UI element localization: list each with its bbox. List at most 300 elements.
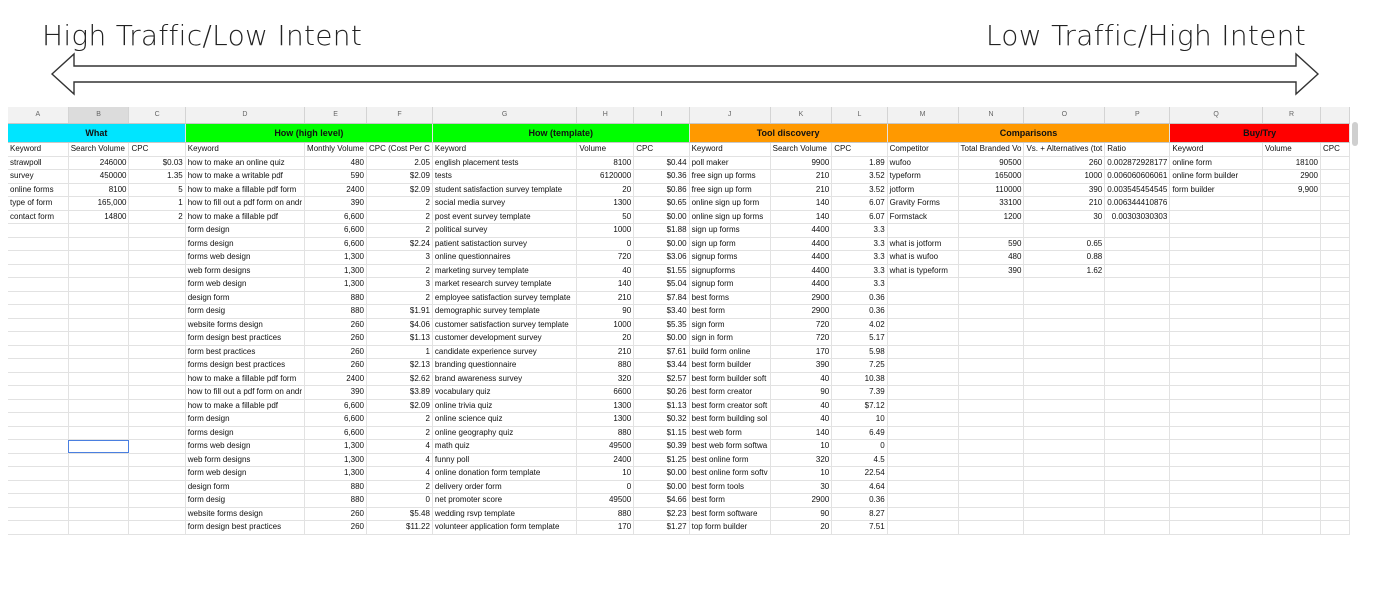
cell[interactable] [1105, 386, 1170, 400]
cell[interactable] [887, 318, 958, 332]
cell[interactable] [887, 386, 958, 400]
cell[interactable]: 90 [770, 386, 832, 400]
cell[interactable]: $2.24 [367, 237, 433, 251]
cell[interactable]: 480 [958, 251, 1024, 265]
cell[interactable]: english placement tests [432, 156, 576, 170]
cell[interactable]: $0.00 [634, 332, 689, 346]
cell[interactable] [1024, 224, 1105, 238]
cell[interactable]: $5.35 [634, 318, 689, 332]
cell[interactable]: 720 [577, 251, 634, 265]
cell[interactable] [958, 467, 1024, 481]
cell[interactable]: $2.62 [367, 372, 433, 386]
cell[interactable]: 7.25 [832, 359, 887, 373]
cell[interactable] [129, 521, 185, 535]
cell[interactable]: 1.35 [129, 170, 185, 184]
cell[interactable]: delivery order form [432, 480, 576, 494]
cell[interactable]: what is typeform [887, 264, 958, 278]
cell[interactable] [1320, 251, 1349, 265]
cell[interactable]: $0.00 [634, 480, 689, 494]
cell[interactable]: $0.00 [634, 467, 689, 481]
cell[interactable]: 6,600 [305, 237, 367, 251]
cell[interactable] [1024, 413, 1105, 427]
cell[interactable]: employee satisfaction survey template [432, 291, 576, 305]
cell[interactable] [1105, 305, 1170, 319]
cell[interactable]: 880 [305, 291, 367, 305]
cell[interactable] [129, 359, 185, 373]
cell[interactable] [129, 426, 185, 440]
cell[interactable]: $2.09 [367, 183, 433, 197]
cell[interactable] [1105, 332, 1170, 346]
cell[interactable] [129, 278, 185, 292]
cell[interactable]: 40 [770, 372, 832, 386]
cell[interactable]: brand awareness survey [432, 372, 576, 386]
cell[interactable]: form design best practices [185, 521, 304, 535]
column-header-g[interactable]: G [432, 107, 576, 124]
cell[interactable]: 90 [577, 305, 634, 319]
cell[interactable]: 140 [577, 278, 634, 292]
cell[interactable] [1262, 507, 1320, 521]
cell[interactable]: wedding rsvp template [432, 507, 576, 521]
field-header[interactable]: CPC [634, 143, 689, 157]
cell[interactable] [1262, 197, 1320, 211]
cell[interactable]: 390 [770, 359, 832, 373]
cell[interactable]: $1.13 [634, 399, 689, 413]
cell[interactable] [1170, 264, 1263, 278]
cell[interactable]: 140 [770, 426, 832, 440]
cell[interactable] [1320, 345, 1349, 359]
cell[interactable] [1170, 318, 1263, 332]
cell[interactable] [958, 224, 1024, 238]
cell[interactable] [1320, 399, 1349, 413]
cell[interactable]: 90 [770, 507, 832, 521]
column-header-a[interactable]: A [8, 107, 68, 124]
cell[interactable]: 4400 [770, 251, 832, 265]
cell[interactable] [958, 507, 1024, 521]
cell[interactable] [1262, 318, 1320, 332]
cell[interactable]: 2 [367, 480, 433, 494]
cell[interactable] [1105, 521, 1170, 535]
cell[interactable] [958, 386, 1024, 400]
cell[interactable] [129, 224, 185, 238]
cell[interactable] [8, 426, 68, 440]
cell[interactable] [1262, 251, 1320, 265]
cell[interactable]: 1,300 [305, 453, 367, 467]
cell[interactable]: survey [8, 170, 68, 184]
cell[interactable] [887, 480, 958, 494]
cell[interactable] [887, 413, 958, 427]
cell[interactable] [8, 251, 68, 265]
cell[interactable]: forms design [185, 426, 304, 440]
cell[interactable] [1105, 480, 1170, 494]
cell[interactable] [1262, 291, 1320, 305]
cell[interactable] [1170, 494, 1263, 508]
cell[interactable]: build form online [689, 345, 770, 359]
cell[interactable] [1262, 440, 1320, 454]
cell[interactable] [1320, 372, 1349, 386]
cell[interactable]: 3.3 [832, 237, 887, 251]
cell[interactable] [8, 345, 68, 359]
category-how-template[interactable]: How (template) [432, 124, 689, 143]
cell[interactable] [887, 467, 958, 481]
cell[interactable]: 880 [305, 305, 367, 319]
cell[interactable]: 210 [577, 345, 634, 359]
cell[interactable] [1105, 264, 1170, 278]
cell[interactable]: $2.57 [634, 372, 689, 386]
cell[interactable]: online trivia quiz [432, 399, 576, 413]
cell[interactable] [1170, 332, 1263, 346]
cell[interactable]: 320 [577, 372, 634, 386]
cell[interactable]: 140 [770, 210, 832, 224]
field-header[interactable]: Ratio [1105, 143, 1170, 157]
cell[interactable] [1024, 426, 1105, 440]
cell[interactable] [887, 440, 958, 454]
cell[interactable]: signup forms [689, 251, 770, 265]
cell[interactable] [1105, 507, 1170, 521]
cell[interactable]: 20 [770, 521, 832, 535]
cell[interactable]: 50 [577, 210, 634, 224]
cell[interactable] [887, 453, 958, 467]
column-header-c[interactable]: C [129, 107, 185, 124]
cell[interactable]: 2900 [770, 494, 832, 508]
cell[interactable]: 49500 [577, 494, 634, 508]
cell[interactable]: math quiz [432, 440, 576, 454]
cell[interactable]: 0.003545454545 [1105, 183, 1170, 197]
cell[interactable]: 1300 [577, 413, 634, 427]
cell[interactable]: 6.07 [832, 210, 887, 224]
cell[interactable]: 1300 [577, 197, 634, 211]
cell[interactable]: candidate experience survey [432, 345, 576, 359]
cell[interactable]: 3.3 [832, 251, 887, 265]
field-header[interactable]: Volume [577, 143, 634, 157]
cell[interactable]: market research survey template [432, 278, 576, 292]
cell[interactable] [68, 507, 129, 521]
cell[interactable] [68, 237, 129, 251]
cell[interactable]: 40 [577, 264, 634, 278]
cell[interactable]: sign in form [689, 332, 770, 346]
cell[interactable]: $2.23 [634, 507, 689, 521]
cell[interactable]: how to make a fillable pdf form [185, 372, 304, 386]
cell[interactable]: tests [432, 170, 576, 184]
cell[interactable] [68, 494, 129, 508]
cell[interactable]: top form builder [689, 521, 770, 535]
cell[interactable] [1105, 453, 1170, 467]
cell[interactable] [1320, 170, 1349, 184]
cell[interactable]: vocabulary quiz [432, 386, 576, 400]
cell[interactable] [1170, 467, 1263, 481]
cell[interactable] [1105, 494, 1170, 508]
cell[interactable] [1170, 278, 1263, 292]
cell[interactable] [1105, 399, 1170, 413]
cell[interactable] [887, 399, 958, 413]
cell[interactable] [1105, 237, 1170, 251]
cell[interactable]: $3.44 [634, 359, 689, 373]
cell[interactable] [68, 372, 129, 386]
category-how-high-level[interactable]: How (high level) [185, 124, 432, 143]
cell[interactable] [1170, 372, 1263, 386]
cell[interactable]: forms web design [185, 440, 304, 454]
cell[interactable] [8, 224, 68, 238]
cell[interactable]: 210 [770, 170, 832, 184]
cell[interactable]: form web design [185, 467, 304, 481]
field-header[interactable]: Monthly Volume [305, 143, 367, 157]
cell[interactable] [1170, 197, 1263, 211]
cell[interactable] [958, 332, 1024, 346]
cell[interactable] [887, 305, 958, 319]
cell[interactable] [1170, 251, 1263, 265]
cell[interactable] [8, 467, 68, 481]
category-what[interactable]: What [8, 124, 185, 143]
cell[interactable] [1105, 440, 1170, 454]
cell[interactable]: online questionnaires [432, 251, 576, 265]
column-header-p[interactable]: P [1105, 107, 1170, 124]
cell[interactable]: $4.66 [634, 494, 689, 508]
cell[interactable]: 22.54 [832, 467, 887, 481]
cell[interactable]: poll maker [689, 156, 770, 170]
cell[interactable] [958, 426, 1024, 440]
cell[interactable]: 0.36 [832, 494, 887, 508]
cell[interactable] [1320, 183, 1349, 197]
cell[interactable]: 260 [305, 345, 367, 359]
cell[interactable]: 880 [305, 480, 367, 494]
cell[interactable]: 1000 [577, 224, 634, 238]
cell[interactable] [1024, 480, 1105, 494]
cell[interactable] [1170, 507, 1263, 521]
cell[interactable]: 260 [1024, 156, 1105, 170]
cell[interactable] [129, 386, 185, 400]
cell[interactable]: 2 [367, 224, 433, 238]
cell[interactable]: how to make a writable pdf [185, 170, 304, 184]
cell[interactable]: 6,600 [305, 210, 367, 224]
cell[interactable]: $1.13 [367, 332, 433, 346]
cell[interactable]: $2.13 [367, 359, 433, 373]
cell[interactable] [1320, 197, 1349, 211]
cell[interactable]: 450000 [68, 170, 129, 184]
cell[interactable] [1262, 467, 1320, 481]
cell[interactable]: $1.91 [367, 305, 433, 319]
cell[interactable]: 20 [577, 183, 634, 197]
cell[interactable]: forms design [185, 237, 304, 251]
column-header-l[interactable]: L [832, 107, 887, 124]
column-header-h[interactable]: H [577, 107, 634, 124]
cell[interactable]: 6,600 [305, 399, 367, 413]
cell[interactable] [1024, 386, 1105, 400]
cell[interactable]: 3.3 [832, 224, 887, 238]
cell[interactable] [1262, 426, 1320, 440]
cell[interactable]: 4400 [770, 237, 832, 251]
cell[interactable] [1320, 305, 1349, 319]
cell[interactable]: website forms design [185, 318, 304, 332]
cell[interactable]: form best practices [185, 345, 304, 359]
cell[interactable]: $7.12 [832, 399, 887, 413]
cell[interactable] [8, 264, 68, 278]
cell[interactable]: 8100 [68, 183, 129, 197]
cell[interactable]: 390 [305, 386, 367, 400]
cell[interactable] [68, 413, 129, 427]
cell[interactable]: how to make a fillable pdf form [185, 183, 304, 197]
cell[interactable]: 5.98 [832, 345, 887, 359]
cell[interactable] [8, 521, 68, 535]
cell[interactable]: online science quiz [432, 413, 576, 427]
cell[interactable]: 10.38 [832, 372, 887, 386]
cell[interactable]: 5 [129, 183, 185, 197]
cell[interactable]: online sign up forms [689, 210, 770, 224]
cell[interactable]: best form [689, 305, 770, 319]
cell[interactable] [1262, 332, 1320, 346]
cell[interactable]: 4 [367, 453, 433, 467]
cell[interactable]: $0.65 [634, 197, 689, 211]
vertical-scrollbar[interactable] [1352, 122, 1358, 146]
cell[interactable]: $0.00 [634, 237, 689, 251]
cell[interactable]: free sign up form [689, 183, 770, 197]
cell[interactable]: 18100 [1262, 156, 1320, 170]
cell[interactable]: 1000 [577, 318, 634, 332]
cell[interactable] [8, 453, 68, 467]
cell[interactable]: Gravity Forms [887, 197, 958, 211]
column-header-r[interactable]: R [1262, 107, 1320, 124]
cell[interactable]: 1000 [1024, 170, 1105, 184]
cell[interactable]: design form [185, 480, 304, 494]
cell[interactable] [1320, 453, 1349, 467]
cell[interactable]: 590 [305, 170, 367, 184]
cell[interactable]: forms web design [185, 251, 304, 265]
cell[interactable] [958, 278, 1024, 292]
cell[interactable]: form builder [1170, 183, 1263, 197]
cell[interactable]: 880 [305, 494, 367, 508]
cell[interactable] [129, 467, 185, 481]
cell[interactable] [1024, 359, 1105, 373]
cell[interactable] [129, 318, 185, 332]
field-header[interactable]: Search Volume [68, 143, 129, 157]
cell[interactable] [958, 494, 1024, 508]
cell[interactable]: marketing survey template [432, 264, 576, 278]
cell[interactable]: wufoo [887, 156, 958, 170]
cell[interactable] [68, 453, 129, 467]
cell[interactable]: 260 [305, 521, 367, 535]
cell[interactable]: $0.39 [634, 440, 689, 454]
field-header[interactable]: Keyword [432, 143, 576, 157]
cell[interactable]: 1.62 [1024, 264, 1105, 278]
cell[interactable] [958, 480, 1024, 494]
cell[interactable]: 2 [367, 210, 433, 224]
field-header[interactable]: Competitor [887, 143, 958, 157]
cell[interactable]: online forms [8, 183, 68, 197]
cell[interactable] [1024, 372, 1105, 386]
cell[interactable]: 8.27 [832, 507, 887, 521]
cell[interactable]: $3.89 [367, 386, 433, 400]
cell[interactable]: 260 [305, 507, 367, 521]
category-tool-discovery[interactable]: Tool discovery [689, 124, 887, 143]
cell[interactable] [958, 372, 1024, 386]
cell[interactable]: form design best practices [185, 332, 304, 346]
cell[interactable] [1170, 399, 1263, 413]
cell[interactable]: 2 [367, 264, 433, 278]
cell[interactable]: 33100 [958, 197, 1024, 211]
cell[interactable]: 720 [770, 318, 832, 332]
cell[interactable]: form design [185, 413, 304, 427]
cell[interactable] [1262, 399, 1320, 413]
cell[interactable]: 4.5 [832, 453, 887, 467]
cell[interactable] [129, 507, 185, 521]
cell[interactable] [887, 224, 958, 238]
cell[interactable] [8, 480, 68, 494]
cell[interactable] [1024, 521, 1105, 535]
cell[interactable]: 6.07 [832, 197, 887, 211]
cell[interactable] [129, 345, 185, 359]
field-header[interactable]: Keyword [185, 143, 304, 157]
cell[interactable]: $1.15 [634, 426, 689, 440]
category-comparisons[interactable]: Comparisons [887, 124, 1170, 143]
cell[interactable]: $5.48 [367, 507, 433, 521]
cell[interactable] [887, 372, 958, 386]
cell[interactable] [8, 359, 68, 373]
cell[interactable]: $3.06 [634, 251, 689, 265]
cell[interactable] [1170, 413, 1263, 427]
cell[interactable]: best form software [689, 507, 770, 521]
field-header[interactable]: Search Volume [770, 143, 832, 157]
cell[interactable] [8, 507, 68, 521]
cell[interactable]: 14800 [68, 210, 129, 224]
cell[interactable] [887, 332, 958, 346]
cell[interactable]: form web design [185, 278, 304, 292]
cell[interactable]: sign up forms [689, 224, 770, 238]
cell[interactable]: 7.51 [832, 521, 887, 535]
cell[interactable]: 4400 [770, 264, 832, 278]
cell[interactable]: sign form [689, 318, 770, 332]
cell[interactable] [129, 237, 185, 251]
cell[interactable] [129, 372, 185, 386]
cell[interactable]: $3.40 [634, 305, 689, 319]
cell[interactable]: customer satisfaction survey template [432, 318, 576, 332]
field-header[interactable]: CPC [1320, 143, 1349, 157]
cell[interactable] [887, 359, 958, 373]
cell[interactable]: 0 [832, 440, 887, 454]
cell[interactable]: 3.3 [832, 278, 887, 292]
cell[interactable] [1024, 440, 1105, 454]
cell[interactable]: form design [185, 224, 304, 238]
spreadsheet[interactable] [8, 107, 1350, 532]
cell[interactable]: 5.17 [832, 332, 887, 346]
cell[interactable] [68, 399, 129, 413]
cell[interactable] [1262, 413, 1320, 427]
cell[interactable]: design form [185, 291, 304, 305]
cell[interactable]: 4400 [770, 278, 832, 292]
cell[interactable] [1320, 264, 1349, 278]
cell[interactable]: 4.64 [832, 480, 887, 494]
cell[interactable]: form desig [185, 305, 304, 319]
column-header-f[interactable]: F [367, 107, 433, 124]
cell[interactable]: how to make an online quiz [185, 156, 304, 170]
cell[interactable] [1262, 480, 1320, 494]
cell[interactable]: Formstack [887, 210, 958, 224]
cell[interactable] [129, 413, 185, 427]
cell[interactable]: $1.27 [634, 521, 689, 535]
cell[interactable]: 20 [577, 332, 634, 346]
cell[interactable]: 3.3 [832, 264, 887, 278]
cell[interactable] [1024, 494, 1105, 508]
cell[interactable] [68, 521, 129, 535]
cell[interactable] [1170, 291, 1263, 305]
cell[interactable]: 1,300 [305, 264, 367, 278]
cell[interactable] [68, 318, 129, 332]
cell[interactable] [958, 453, 1024, 467]
cell[interactable] [1262, 453, 1320, 467]
cell[interactable] [887, 291, 958, 305]
cell[interactable]: social media survey [432, 197, 576, 211]
cell[interactable]: 880 [577, 426, 634, 440]
cell[interactable]: $2.09 [367, 170, 433, 184]
cell[interactable] [1262, 494, 1320, 508]
cell[interactable]: 880 [577, 359, 634, 373]
